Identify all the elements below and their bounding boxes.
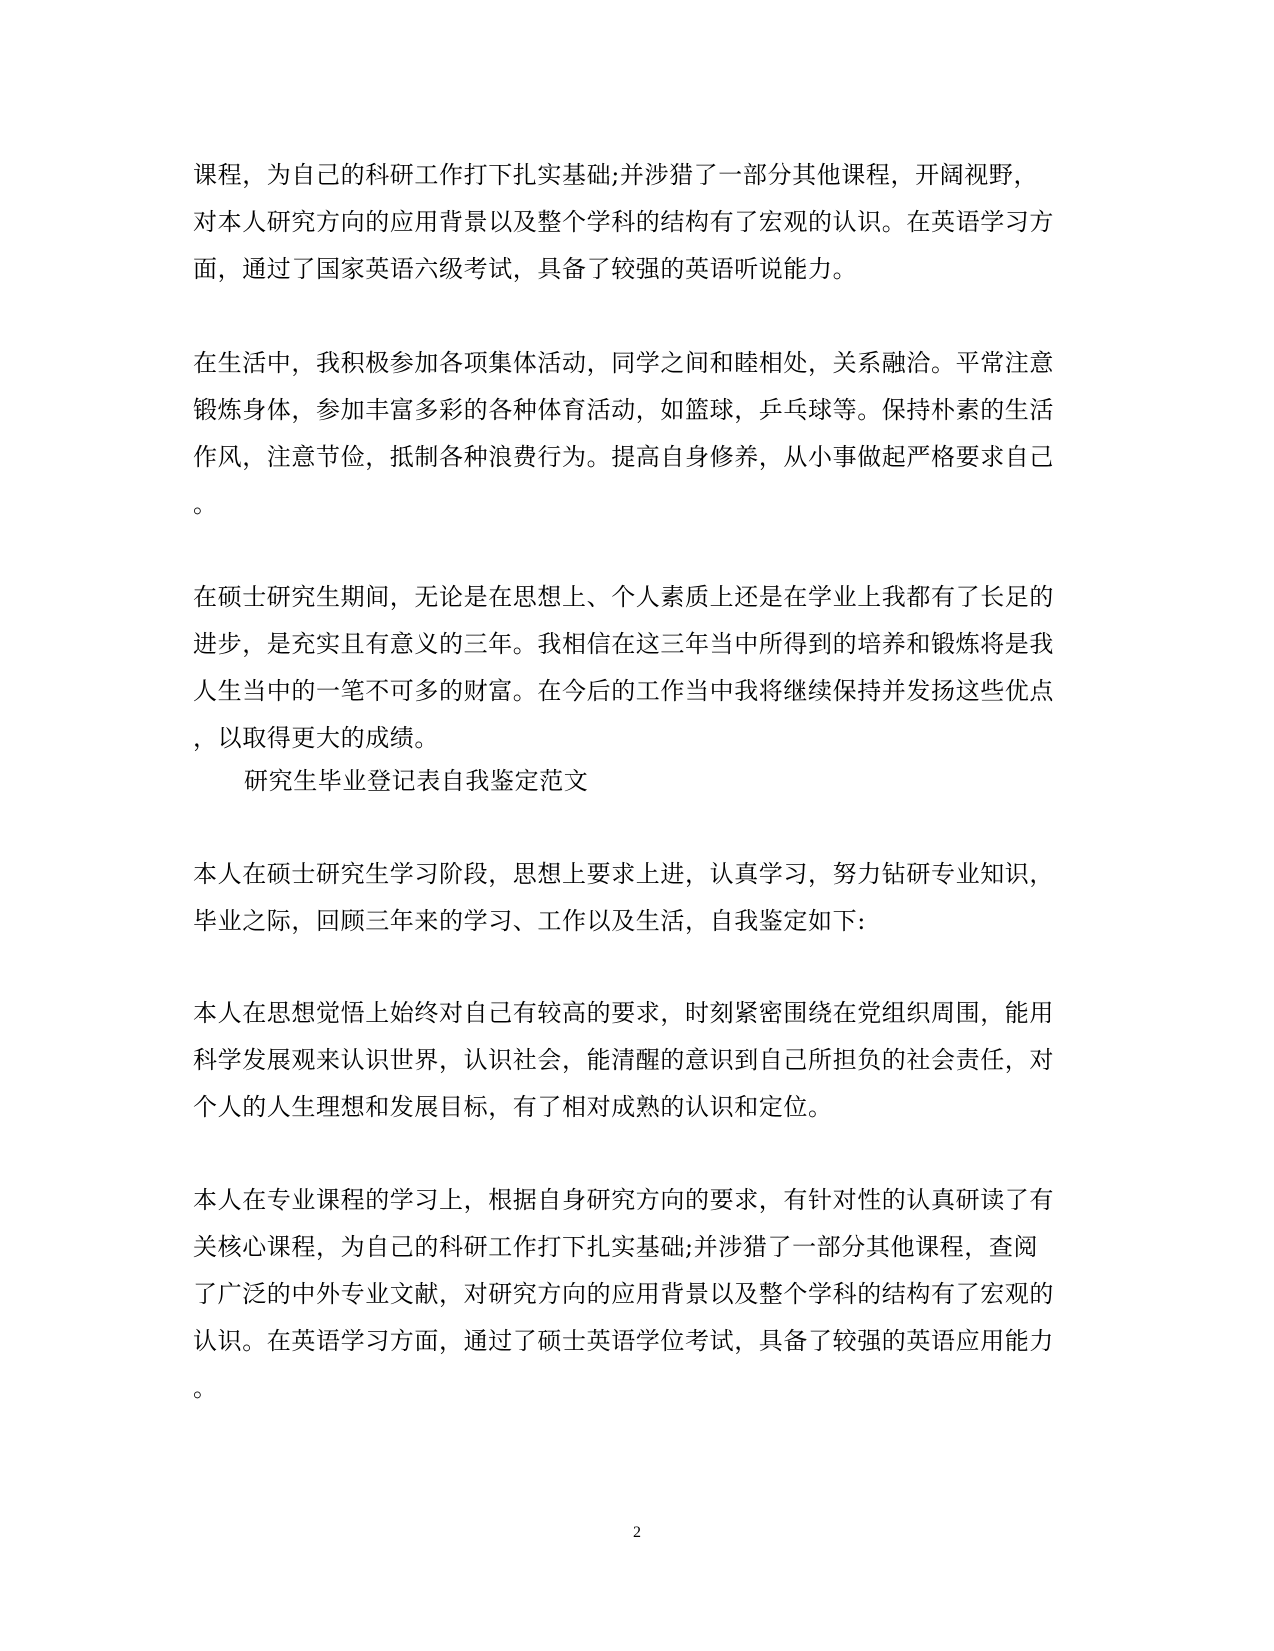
text-line: 在硕士研究生期间，无论是在思想上、个人素质上还是在学业上我都有了长足的 — [193, 583, 1054, 611]
text-line: ，以取得更大的成绩。 — [193, 724, 439, 752]
text-line: 本人在专业课程的学习上，根据自身研究方向的要求，有针对性的认真研读了有 — [193, 1186, 1054, 1214]
page-number: 2 — [633, 1524, 641, 1541]
text-line: 科学发展观来认识世界，认识社会，能清醒的意识到自己所担负的社会责任，对 — [193, 1046, 1054, 1074]
text-line: 了广泛的中外专业文献，对研究方向的应用背景以及整个学科的结构有了宏观的 — [193, 1280, 1054, 1308]
text-line: 锻炼身体，参加丰富多彩的各种体育活动，如篮球，乒乓球等。保持朴素的生活 — [193, 396, 1054, 424]
text-line: 毕业之际，回顾三年来的学习、工作以及生活，自我鉴定如下: — [193, 907, 866, 935]
text-line: 面，通过了国家英语六级考试，具备了较强的英语听说能力。 — [193, 255, 858, 283]
text-line: 对本人研究方向的应用背景以及整个学科的结构有了宏观的认识。在英语学习方 — [193, 208, 1054, 236]
section-title: 研究生毕业登记表自我鉴定范文 — [244, 767, 589, 795]
text-line: 。 — [193, 1374, 218, 1402]
text-line: 。 — [193, 490, 218, 518]
text-line: 关核心课程，为自己的科研工作打下扎实基础;并涉猎了一部分其他课程，查阅 — [193, 1233, 1039, 1261]
text-line: 认识。在英语学习方面，通过了硕士英语学位考试，具备了较强的英语应用能力 — [193, 1327, 1054, 1355]
text-line: 个人的人生理想和发展目标，有了相对成熟的认识和定位。 — [193, 1093, 833, 1121]
text-line: 本人在思想觉悟上始终对自己有较高的要求，时刻紧密围绕在党组织周围，能用 — [193, 999, 1054, 1027]
text-line: 本人在硕士研究生学习阶段，思想上要求上进，认真学习，努力钻研专业知识， — [193, 860, 1054, 888]
text-line: 作风，注意节俭，抵制各种浪费行为。提高自身修养，从小事做起严格要求自己 — [193, 443, 1054, 471]
text-line: 课程，为自己的科研工作打下扎实基础;并涉猎了一部分其他课程，开阔视野， — [193, 161, 1039, 189]
text-line: 人生当中的一笔不可多的财富。在今后的工作当中我将继续保持并发扬这些优点 — [193, 677, 1054, 705]
text-line: 进步，是充实且有意义的三年。我相信在这三年当中所得到的培养和锻炼将是我 — [193, 630, 1054, 658]
text-line: 在生活中，我积极参加各项集体活动，同学之间和睦相处，关系融洽。平常注意 — [193, 349, 1054, 377]
